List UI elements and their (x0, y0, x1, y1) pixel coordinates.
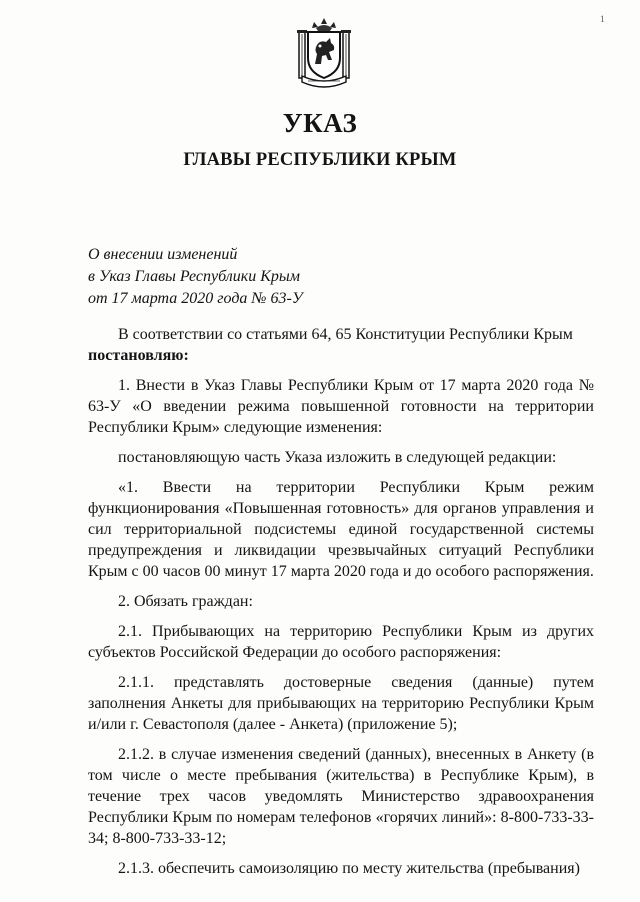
body-paragraph: 2. Обязать граждан: (118, 593, 253, 610)
preamble-text: В соответствии со статьями 64, 65 Конституции Республики Крым (118, 326, 573, 343)
preamble-decree-word: постановляю: (88, 347, 189, 364)
body-paragraph: 2.1.1. представлять достоверные сведения (данные) путем заполнения Анкеты для прибывающих на территорию Республики Крым и/или г. Севастополя (далее - Анкета) (приложение 5); (88, 674, 594, 733)
document-title: УКАЗ (282, 108, 358, 138)
corner-mark: 1 (600, 14, 605, 24)
body-paragraph: 1. Внести в Указ Главы Республики Крым от 17 марта 2020 года № 63-У «О введении режима повышенной готовности на территории Республики Крым» следующие изменения: (88, 377, 594, 436)
subject-line: от 17 марта 2020 года № 63-У (88, 290, 303, 307)
body-paragraph: 2.1. Прибывающих на территорию Республики Крым из других субъектов Российской Федерации до особого распоряжения: (88, 623, 594, 661)
body-paragraph: «1. Ввести на территории Республики Крым режим функционирования «Повышенная готовность» для органов управления и сил территориальной подсистемы единой государственной системы предупреждения и ликвидации чрезвычайных ситуаций Республики Крым с 00 часов 00 минут 17 марта 2020 года и до особого распоряжения. (88, 479, 594, 580)
subject-line: в Указ Главы Республики Крым (88, 268, 300, 285)
document-subject (88, 244, 303, 310)
crimea-coat-of-arms-icon (294, 16, 354, 88)
body-paragraph: постановляющую часть Указа изложить в следующей редакции: (118, 449, 557, 466)
document-body (88, 324, 594, 879)
subject-line: О внесении изменений (88, 246, 238, 263)
body-paragraph: 2.1.3. обеспечить самоизоляцию по месту жительства (пребывания) (118, 860, 580, 877)
document-subtitle: ГЛАВЫ РЕСПУБЛИКИ КРЫМ (183, 150, 457, 170)
body-paragraph: 2.1.2. в случае изменения сведений (данных), внесенных в Анкету (в том числе о месте пребывания (жительства) в Республике Крым), в течение трех часов уведомлять Министерство здравоохранения Республики Крым по номерам телефонов «горячих линий»: 8-800-733-33-34; 8-800-733-33-12; (88, 746, 594, 847)
preamble-paragraph (88, 324, 594, 366)
